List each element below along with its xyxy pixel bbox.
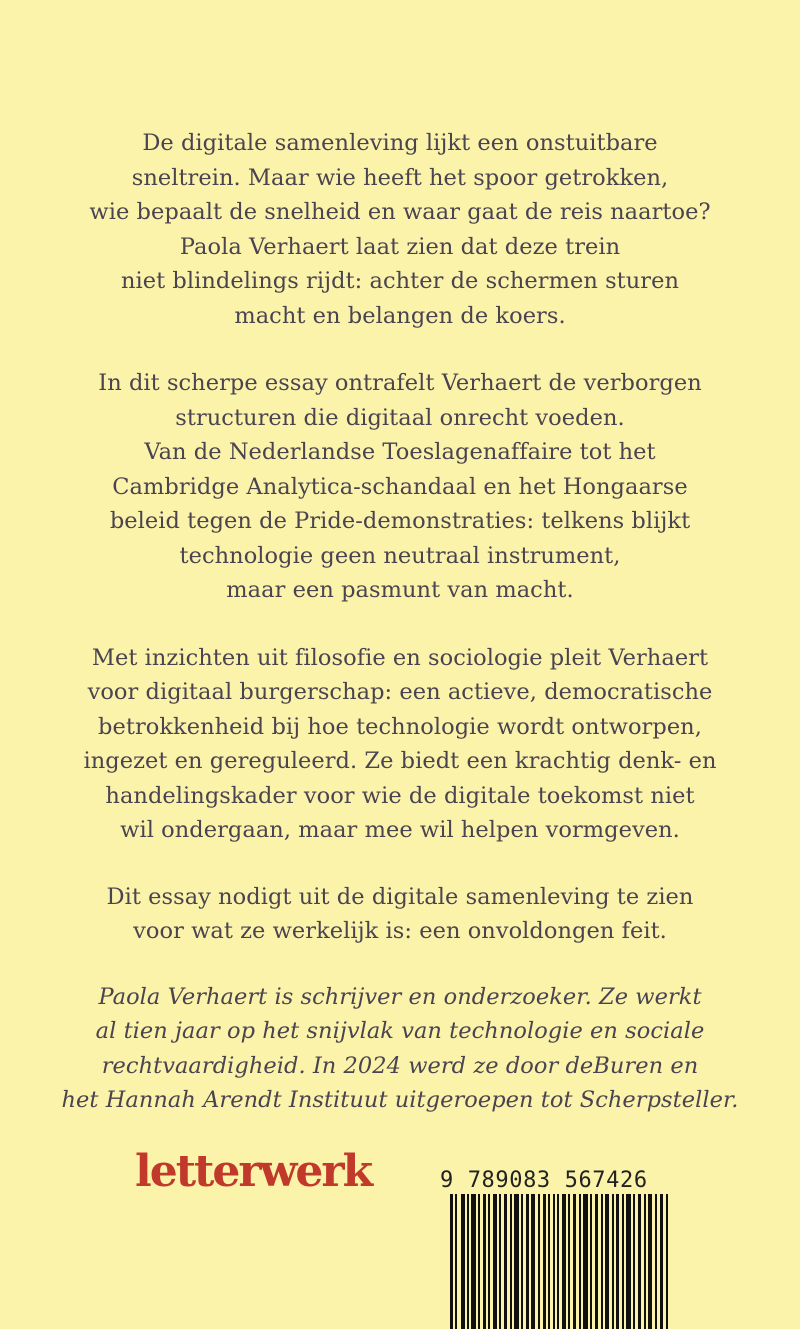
blurb-line: beleid tegen de Pride-demonstraties: telkens blijkt xyxy=(109,508,691,534)
blurb-line: Cambridge Analytica-schandaal en het Hongaarse xyxy=(112,473,688,500)
blurb-line: technologie geen neutraal instrument, xyxy=(179,542,621,569)
blurb-line: structuren die digitaal onrecht voeden. xyxy=(175,404,625,431)
blurb-line: Van de Nederlandse Toeslagenaffaire tot het xyxy=(144,439,656,465)
blurb-line: De digitale samenleving lijkt een onstuitbare xyxy=(142,130,658,156)
author-bio-line: al tien jaar op het snijvlak van technologie en sociale xyxy=(95,1018,705,1044)
back-cover-text xyxy=(0,126,800,1118)
isbn-barcode xyxy=(440,1170,670,1329)
blurb-line: voor digitaal burgerschap: een actieve, democratische xyxy=(87,679,713,705)
blurb-line: Met inzichten uit filosofie en sociologie pleit Verhaert xyxy=(91,644,709,671)
blurb-line: ingezet en gereguleerd. Ze biedt een krachtig denk- en xyxy=(83,748,717,774)
publisher-logo: letterwerk xyxy=(135,1146,372,1197)
blurb-line: niet blindelings rijdt: achter de schermen sturen xyxy=(120,268,680,294)
blurb-line: sneltrein. Maar wie heeft het spoor getrokken, xyxy=(131,164,669,191)
blurb-line: wil ondergaan, maar mee wil helpen vormgeven. xyxy=(120,817,680,843)
blurb-line: Paola Verhaert laat zien dat deze trein xyxy=(179,233,621,260)
author-bio-line: het Hannah Arendt Instituut uitgeroepen tot Scherpsteller. xyxy=(61,1087,739,1113)
blurb-line: maar een pasmunt van macht. xyxy=(226,577,574,603)
blurb-line: Dit essay nodigt uit de digitale samenleving te zien xyxy=(106,883,694,910)
blurb-line: wie bepaalt de snelheid en waar gaat de reis naartoe? xyxy=(89,199,711,225)
barcode-bars-icon xyxy=(450,1194,672,1329)
author-bio xyxy=(0,980,800,1118)
blurb-line: macht en belangen de koers. xyxy=(234,302,566,329)
blurb-line: voor wat ze werkelijk is: een onvoldongen feit. xyxy=(133,918,667,944)
author-bio-line: rechtvaardigheid. In 2024 werd ze door deBuren en xyxy=(101,1052,699,1079)
blurb-line: In dit scherpe essay ontrafelt Verhaert de verborgen xyxy=(98,370,702,396)
blurb-paragraph-2 xyxy=(0,366,800,608)
blurb-paragraph-4 xyxy=(0,880,800,949)
author-bio-line: Paola Verhaert is schrijver en onderzoeker. Ze werkt xyxy=(98,983,702,1010)
blurb-line: handelingskader voor wie de digitale toekomst niet xyxy=(105,782,695,809)
blurb-paragraph-1 xyxy=(0,126,800,333)
blurb-paragraph-3 xyxy=(0,641,800,848)
blurb-line: betrokkenheid bij hoe technologie wordt ontworpen, xyxy=(98,713,702,740)
isbn-digits: 9 789083 567426 xyxy=(440,1168,648,1193)
